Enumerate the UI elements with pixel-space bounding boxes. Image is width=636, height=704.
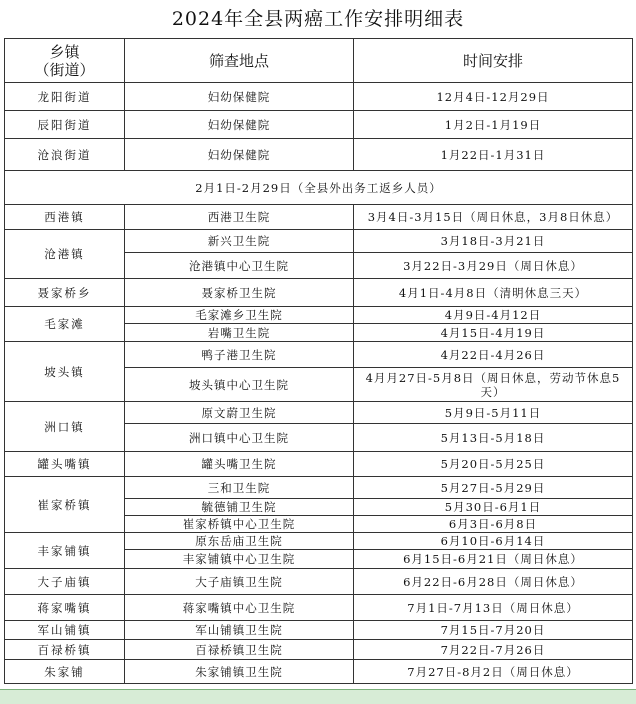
table-row <box>5 342 633 368</box>
table-row <box>5 640 633 660</box>
town-cell: 聂家桥乡 <box>5 279 125 307</box>
time-cell: 3月22日-3月29日（周日休息） <box>354 253 633 279</box>
site-cell: 妇幼保健院 <box>125 83 354 111</box>
site-cell: 洲口镇中心卫生院 <box>125 424 354 452</box>
time-cell: 4月月27日-5月8日（周日休息，劳动节休息5天） <box>354 368 633 402</box>
time-cell: 7月27日-8月2日（周日休息） <box>354 660 633 684</box>
time-cell: 1月2日-1月19日 <box>354 111 633 139</box>
town-cell: 丰家铺镇 <box>5 533 125 569</box>
bottom-border-strip <box>0 689 636 704</box>
site-cell: 坡头镇中心卫生院 <box>125 368 354 402</box>
site-cell: 毛家滩乡卫生院 <box>125 307 354 324</box>
town-cell: 沧浪街道 <box>5 139 125 171</box>
site-cell: 丰家铺镇中心卫生院 <box>125 550 354 569</box>
time-cell: 3月18日-3月21日 <box>354 230 633 253</box>
town-cell: 朱家铺 <box>5 660 125 684</box>
time-cell: 6月22日-6月28日（周日休息） <box>354 569 633 595</box>
time-cell: 5月30日-6月1日 <box>354 499 633 516</box>
table-row <box>5 595 633 621</box>
table-row <box>5 660 633 684</box>
town-cell: 罐头嘴镇 <box>5 452 125 477</box>
site-cell: 妇幼保健院 <box>125 111 354 139</box>
time-cell: 7月15日-7月20日 <box>354 621 633 640</box>
table-row <box>5 139 633 171</box>
town-cell: 西港镇 <box>5 205 125 230</box>
town-cell: 坡头镇 <box>5 342 125 402</box>
time-cell: 6月3日-6月8日 <box>354 516 633 533</box>
time-cell: 5月27日-5月29日 <box>354 477 633 499</box>
table-row <box>5 111 633 139</box>
page-title: 2024年全县两癌工作安排明细表 <box>171 8 465 30</box>
site-cell: 岩嘴卫生院 <box>125 324 354 342</box>
header-site: 筛查地点 <box>125 39 354 83</box>
time-cell: 6月10日-6月14日 <box>354 533 633 550</box>
table-row <box>5 307 633 324</box>
town-cell: 毛家滩 <box>5 307 125 342</box>
table-row <box>5 452 633 477</box>
time-cell: 4月15日-4月19日 <box>354 324 633 342</box>
town-cell: 洲口镇 <box>5 402 125 452</box>
table-row <box>5 83 633 111</box>
town-cell: 军山铺镇 <box>5 621 125 640</box>
site-cell: 西港卫生院 <box>125 205 354 230</box>
time-cell: 4月22日-4月26日 <box>354 342 633 368</box>
time-cell: 1月22日-1月31日 <box>354 139 633 171</box>
site-cell: 鸭子港卫生院 <box>125 342 354 368</box>
site-cell: 罐头嘴卫生院 <box>125 452 354 477</box>
table-row <box>5 230 633 253</box>
time-cell: 3月4日-3月15日（周日休息，3月8日休息） <box>354 205 633 230</box>
table-row <box>5 279 633 307</box>
time-cell: 4月1日-4月8日（清明休息三天） <box>354 279 633 307</box>
time-cell: 5月9日-5月11日 <box>354 402 633 424</box>
site-cell: 三和卫生院 <box>125 477 354 499</box>
table-row <box>5 205 633 230</box>
town-cell: 辰阳街道 <box>5 111 125 139</box>
schedule-table <box>4 38 633 684</box>
site-cell: 百禄桥镇卫生院 <box>125 640 354 660</box>
site-cell: 聂家桥卫生院 <box>125 279 354 307</box>
time-cell: 5月20日-5月25日 <box>354 452 633 477</box>
site-cell: 原东岳庙卫生院 <box>125 533 354 550</box>
table-row-note <box>5 171 633 205</box>
site-cell: 沧港镇中心卫生院 <box>125 253 354 279</box>
town-cell: 崔家桥镇 <box>5 477 125 533</box>
table-row <box>5 569 633 595</box>
time-cell: 5月13日-5月18日 <box>354 424 633 452</box>
town-cell: 蒋家嘴镇 <box>5 595 125 621</box>
site-cell: 军山铺镇卫生院 <box>125 621 354 640</box>
time-cell: 7月22日-7月26日 <box>354 640 633 660</box>
site-cell: 原文蔚卫生院 <box>125 402 354 424</box>
site-cell: 蒋家嘴镇中心卫生院 <box>125 595 354 621</box>
note-cell: 2月1日-2月29日（全县外出务工返乡人员） <box>5 171 633 205</box>
site-cell: 大子庙镇卫生院 <box>125 569 354 595</box>
town-cell: 龙阳街道 <box>5 83 125 111</box>
site-cell: 朱家铺镇卫生院 <box>125 660 354 684</box>
town-cell: 大子庙镇 <box>5 569 125 595</box>
time-cell: 6月15日-6月21日（周日休息） <box>354 550 633 569</box>
table-header-row <box>5 39 633 83</box>
table-row <box>5 402 633 424</box>
header-town: 乡镇 （街道） <box>5 39 125 83</box>
time-cell: 12月4日-12月29日 <box>354 83 633 111</box>
header-time: 时间安排 <box>354 39 633 83</box>
table-row <box>5 621 633 640</box>
table-row <box>5 477 633 499</box>
site-cell: 毓德铺卫生院 <box>125 499 354 516</box>
site-cell: 崔家桥镇中心卫生院 <box>125 516 354 533</box>
time-cell: 4月9日-4月12日 <box>354 307 633 324</box>
site-cell: 新兴卫生院 <box>125 230 354 253</box>
table-row <box>5 533 633 550</box>
town-cell: 沧港镇 <box>5 230 125 279</box>
site-cell: 妇幼保健院 <box>125 139 354 171</box>
time-cell: 7月1日-7月13日（周日休息） <box>354 595 633 621</box>
town-cell: 百禄桥镇 <box>5 640 125 660</box>
